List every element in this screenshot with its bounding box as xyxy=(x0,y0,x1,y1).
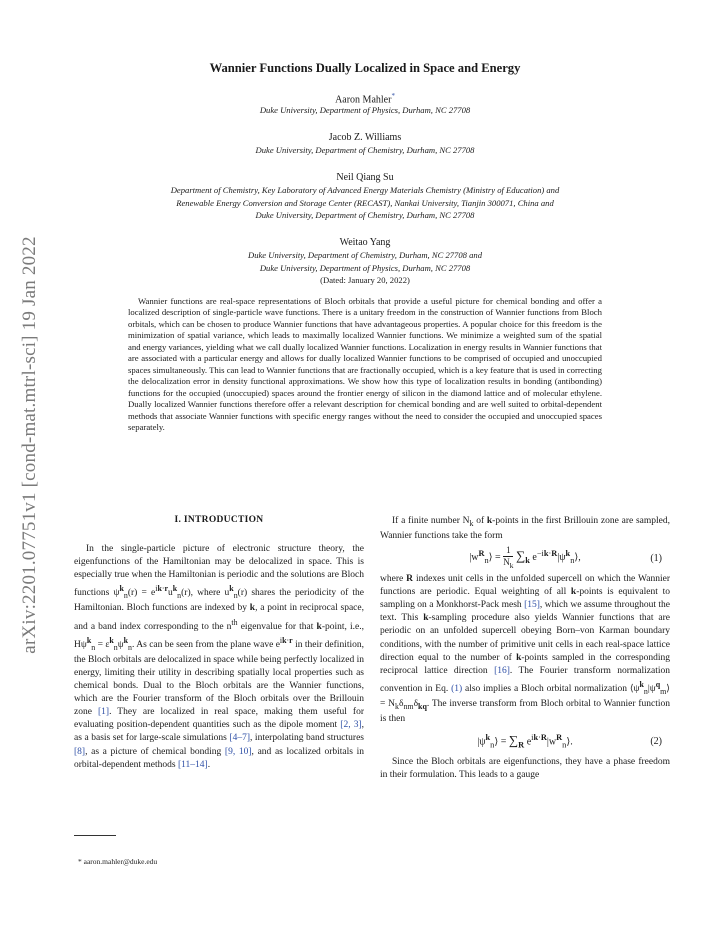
author-affiliation: Duke University, Department of Physics, Durham, NC 27708 xyxy=(259,105,471,115)
citation-link[interactable]: [15] xyxy=(524,600,540,611)
arxiv-id-text: arXiv:2201.07751v1 [cond-mat.mtrl-sci] 19 Jan 2022 xyxy=(19,236,40,654)
right-column xyxy=(380,515,670,782)
body-paragraph: where R indexes unit cells in the unfolded supercell on which the Wannier functions are periodic. Equal weighting of all k-points is equivalent to sampling on a Monkhorst-Pack mesh [15], which we assume throughout the text. This k-sampling procedure also yields Wannier functions that are periodic on an unfolded supercell obeying Born–von Karman boundary conditions, with the number of primitive unit cells in each real-space lattice direction equal to the number of k-points sampled in the corresponding reciprocal lattice direction [16]. The Fourier transform normalization convention in Eq. (1) also implies a Bloch orbital normalization $⟨\psi^k_n|\psi^q_m⟩ = N_k\delta_{nm}\delta_{kq}$. The inverse transform from Bloch orbital to Wannier function is then xyxy=(380,574,671,724)
citation-link[interactable]: [11–14] xyxy=(177,759,208,770)
footnote-email: * aaron.mahler@duke.edu xyxy=(78,857,158,866)
author-name: Aaron Mahler* xyxy=(335,92,395,106)
citation-link[interactable]: [1] xyxy=(97,707,110,718)
intro-paragraph: In the single-particle picture of electronic structure theory, the eigenfunctions of the Hamiltonian may be delocalized in space. This is especially true when the Hamiltonian is periodic and the solutions are Bloch functions $\psi^k_n(r) = e^{ik\cdot r}u^k_n(r)$, where $u^k_n(r)$ shares the periodicity of the Hamiltonian. Bloch functions are indexed by k, a point in reciprocal space, and a band index corresponding to the $n^{th}$ eigenvalue for that k-point, i.e., $H\psi^k_n = \varepsilon^k_n\psi^k_n$. As can be seen from the plane wave $e^{ik\cdot r}$ in their definition, the Bloch orbitals are delocalized in space while being perfectly localized in energy, limiting their utility in describing spatially local properties such as chemical bonds. Dual to the Bloch orbitals are the Wannier functions, which are the Fourier transform of the Bloch orbitals over the Brillouin zone [1]. They are localized in real space, making them useful for evaluating position-dependent quantities such as the dipole moment [2, 3], as a basis set for large-scale simulations [4–7], interpolating band structures [8], as a picture of chemical bonding [9, 10], and as localized orbitals in orbital-dependent methods [11–14]. xyxy=(74,544,365,770)
citation-link[interactable]: [16] xyxy=(494,665,510,676)
citation-link[interactable]: [4–7] xyxy=(229,733,250,744)
author-name: Weitao Yang xyxy=(339,237,391,248)
section-heading: I. INTRODUCTION xyxy=(174,515,264,525)
citation-link[interactable]: [2, 3] xyxy=(340,720,362,731)
citation-link[interactable]: [8] xyxy=(74,746,86,757)
equation-number: (1) xyxy=(650,552,662,564)
citation-link[interactable]: [9, 10] xyxy=(224,746,252,757)
author-name: Jacob Z. Williams xyxy=(328,132,402,143)
equation-number: (2) xyxy=(650,735,662,747)
author-footnote-link[interactable]: * xyxy=(391,92,395,100)
arxiv-sidebar-identifier xyxy=(10,210,50,680)
author-affiliation: Department of Chemistry, Key Laboratory of Advanced Energy Materials Chemistry (Ministry of Education) and Renewable Energy Conversion and Storage Center (RECAST), Nankai University, Tianjin 300071, China and Duke University, Department of Chemistry, Durham, NC 27708 xyxy=(170,185,560,220)
body-paragraph: If a finite number $N_k$ of k-points in the first Brillouin zone are sampled, Wannier functions take the form xyxy=(380,516,670,541)
equation-2: $|\psi^k_n⟩ = \sum_R$ $e^{ik\cdot R}|w^R_n⟩$. (2) xyxy=(477,732,662,750)
author-affiliation: Duke University, Department of Chemistry, Durham, NC 27708 and Duke University, Department of Physics, Durham, NC 27708 xyxy=(247,250,482,273)
footnote-divider xyxy=(74,835,116,836)
paper-title: Wannier Functions Dually Localized in Space and Energy xyxy=(209,61,521,75)
left-column xyxy=(74,543,364,772)
equation-ref-link[interactable]: (1) xyxy=(451,683,463,694)
body-paragraph: Since the Bloch orbitals are eigenfunctions, they have a phase freedom in their formulation. This leads to a gauge xyxy=(380,757,670,781)
abstract: Wannier functions are real-space representations of Bloch orbitals that provide a useful picture for chemical bonding and offer a localized description of single-particle wave functions. There is a unitary freedom in the construction of Wannier functions from Bloch orbitals, which can be chosen to produce Wannier functions that have advantageous properties. A popular choice for this freedom is the minimization of spatial variance, which leads to maximally localized Wannier functions. We minimize a weighted sum of the spatial and energy variances, yielding what we call dually localized Wannier functions. Localization in energy results in Wannier functions that are associated with a particular energy and allows for dually localized Wannier functions to be comprised of occupied and unoccupied spaces simultaneously. This can lead to Wannier functions that are fractionally occupied, which is a key feature that is used in correcting the delocalization error in density functional approximations. We show how this type of localization results in bonding (antibonding) functions for the occupied (unoccupied) spaces around the frontier energy of silicon in the diamond lattice and of molecular ethylene. Dually localized Wannier functions therefore offer a relevant description for chemical bonding and are well suited to orbital-dependent methods that associate Wannier functions with specific energy ranges without the need to consider the occupied and unoccupied spaces separately. xyxy=(128,296,602,432)
equation-1: $|w^R_n⟩$ = 1 $N_k$ $\sum_k$ $e^{-ik\cdot R}|\psi^k_n⟩$, (1) xyxy=(469,545,662,570)
dated-line: (Dated: January 20, 2022) xyxy=(320,275,410,285)
author-affiliation: Duke University, Department of Chemistry, Durham, NC 27708 xyxy=(255,145,475,155)
author-name: Neil Qiang Su xyxy=(336,172,394,183)
